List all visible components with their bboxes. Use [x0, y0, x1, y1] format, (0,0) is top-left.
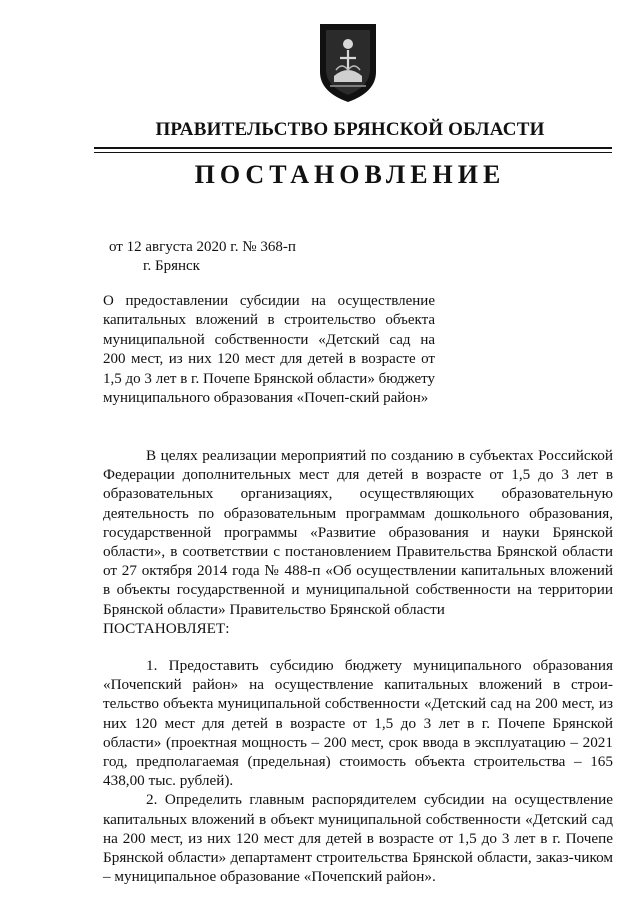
document-type: ПОСТАНОВЛЕНИЕ [194, 160, 506, 189]
decree-word: ПОСТАНОВЛЯЕТ: [103, 619, 230, 637]
header-divider-thin [94, 152, 612, 153]
resolution-item-2: 2. Определить главным распорядителем субсидии на осуществление капитальных вложений в объект муниципальной собственности «Детский сад на 200 мест, из них 120 мест для детей в возрасте от 1,5 до 3 лет в г. Почепе Брянской области» департамент строительства Брянской области, заказ-чиком – муниципальное образование «Почепский район». [103, 791, 613, 886]
document-subject: О предоставлении субсидии на осуществление капитальных вложений в строительство объекта муниципальной собственности «Детский сад на 200 мест, из них 120 мест для детей в возрасте от 1,5 до 3 лет в г. Почепе Брянской области» бюджету муниципального образования «Почеп-ский район» [103, 293, 435, 407]
government-name: ПРАВИТЕЛЬСТВО БРЯНСКОЙ ОБЛАСТИ [155, 119, 545, 140]
coat-of-arms-emblem [316, 20, 380, 106]
preamble-paragraph: В целях реализации мероприятий по созданию в субъектах Российской Федерации дополнительных мест для детей в возрасте от 1,5 до 3 лет в образовательных организациях, осуществляющих образовательную деятельность по образовательным программам дошкольного образования, государственной программы «Развитие образования и науки Брянской области», в соответствии с постановлением Правительства Брянской области от 27 октября 2014 года № 488-п «Об осуществлении капитальных вложений в объекты государственной и муниципальной собственности на территории Брянской области» Правительство Брянской области [103, 447, 613, 618]
document-city: г. Брянск [143, 258, 200, 274]
document-date-number: от 12 августа 2020 г. № 368-п [109, 239, 296, 255]
header-divider-thick [94, 147, 612, 149]
document-body [103, 446, 613, 886]
resolution-item-1: 1. Предоставить субсидию бюджету муниципального образования «Почепский район» на осуществление капитальных вложений в строи-тельство объекта муниципальной собственности «Детский сад на 200 мест, из них 120 мест для детей в возрасте от 1,5 до 3 лет в г. Почепе Брянской области» (проектная мощность – 200 мест, срок ввода в эксплуатацию – 2021 год, предполагаемая (предельная) стоимость объекта строительства – 165 438,00 тыс. рублей). [103, 657, 613, 790]
